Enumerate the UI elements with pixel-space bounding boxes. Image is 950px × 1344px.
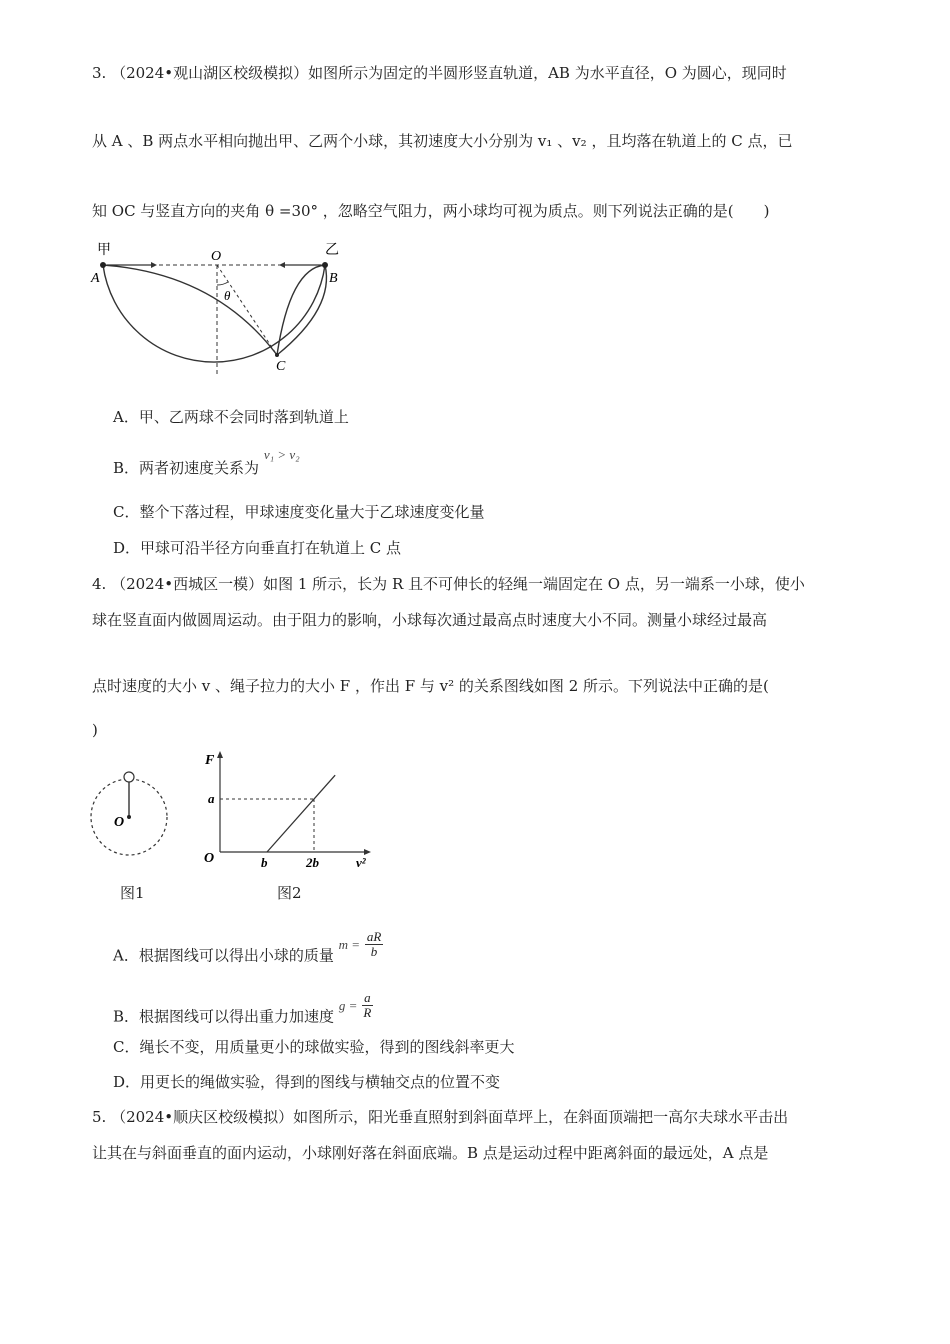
q3-line2: 从 A 、B 两点水平相向抛出甲、乙两个小球，其初速度大小分别为 v₁ 、v₂ ，且均落在轨道上的 C 点，已 bbox=[92, 132, 793, 150]
q4-option-a-text: A．根据图线可以得出小球的质量 bbox=[113, 946, 334, 965]
q4-line2: 球在竖直面内做圆周运动。由于阻力的影响，小球每次通过最高点时速度大小不同。测量小球经过最高 bbox=[92, 611, 768, 629]
chart-xtick-b: b bbox=[261, 855, 268, 870]
q3-line3: 知 OC 与竖直方向的夹角 θ =30° ，忽略空气阻力，两小球均可视为质点。则下列说法正确的是( ) bbox=[92, 202, 770, 220]
chart-xtick-2b: 2b bbox=[306, 855, 319, 870]
q4-option-a-num: aR bbox=[366, 929, 382, 944]
q4-line3: 点时速度的大小 v 、绳子拉力的大小 F ，作出 F 与 v² 的关系图线如图 2 所示。下列说法中正确的是( bbox=[92, 677, 769, 695]
q4-line1: 4. （2024•西城区一模）如图 1 所示，长为 R 且不可伸长的轻绳一端固定在 O 点，另一端系一小球，使小 bbox=[92, 575, 805, 593]
chart-ylabel: F bbox=[205, 753, 215, 768]
q4-option-c: C．绳长不变，用质量更小的球做实验，得到的图线斜率更大 bbox=[113, 1038, 515, 1056]
q5-line2: 让其在与斜面垂直的面内运动，小球刚好落在斜面底端。B 点是运动过程中距离斜面的最远处，A 点是 bbox=[92, 1144, 769, 1162]
chart-series-line bbox=[267, 775, 335, 852]
q4-option-b-lhs: g = bbox=[338, 997, 358, 1013]
q4-fig1-circle bbox=[88, 765, 172, 861]
q3-line1: 3. （2024•观山湖区校级模拟）如图所示为固定的半圆形竖直轨道，AB 为水平直径，O 为圆心，现同时 bbox=[92, 64, 787, 82]
chart-ytick-a: a bbox=[208, 791, 215, 806]
label-jia: 甲 bbox=[97, 242, 111, 258]
q4-option-a-formula bbox=[338, 929, 384, 959]
label-O: O bbox=[211, 249, 222, 264]
q4-option-b-num: a bbox=[364, 990, 371, 1005]
q3-option-c: C．整个下落过程，甲球速度变化量大于乙球速度变化量 bbox=[113, 503, 485, 521]
q4-option-b-den: R bbox=[363, 1005, 372, 1020]
label-A: A bbox=[91, 271, 100, 286]
q3-semicircle-figure bbox=[85, 238, 355, 383]
q3-option-a: A．甲、乙两球不会同时落到轨道上 bbox=[113, 408, 349, 426]
q4-option-a bbox=[113, 929, 383, 971]
label-B: B bbox=[329, 271, 338, 286]
chart-y-arrow bbox=[217, 751, 223, 758]
fig1-label-O: O bbox=[114, 815, 125, 830]
q3-option-b-math: v₁ > v₂ bbox=[263, 447, 300, 462]
q4-fig2-caption: 图2 bbox=[277, 884, 302, 902]
label-C: C bbox=[276, 359, 286, 374]
q4-option-b-text: B．根据图线可以得出重力加速度 bbox=[113, 1007, 335, 1026]
q3-option-d: D．甲球可沿半径方向垂直打在轨道上 C 点 bbox=[113, 539, 402, 557]
q3-option-b bbox=[113, 447, 300, 479]
label-theta: θ bbox=[224, 288, 231, 303]
q4-option-a-lhs: m = bbox=[338, 936, 361, 952]
q4-option-d: D．用更长的绳做实验，得到的图线与横轴交点的位置不变 bbox=[113, 1073, 501, 1091]
q5-line1: 5. （2024•顺庆区校级模拟）如图所示，阳光垂直照射到斜面草坪上，在斜面顶端把一高尔夫球水平击出 bbox=[92, 1108, 789, 1126]
q4-option-a-den: b bbox=[370, 944, 378, 959]
q4-fig1-caption: 图1 bbox=[120, 884, 145, 902]
q3-option-b-text: B．两者初速度关系为 bbox=[113, 459, 260, 477]
q4-fig2-chart bbox=[198, 748, 378, 872]
chart-origin-label: O bbox=[204, 851, 215, 866]
label-yi: 乙 bbox=[325, 242, 339, 258]
q4-line4: ) bbox=[92, 721, 98, 739]
q4-option-b bbox=[113, 990, 373, 1032]
q4-option-b-formula bbox=[338, 990, 373, 1020]
chart-xlabel: v² bbox=[356, 855, 366, 870]
